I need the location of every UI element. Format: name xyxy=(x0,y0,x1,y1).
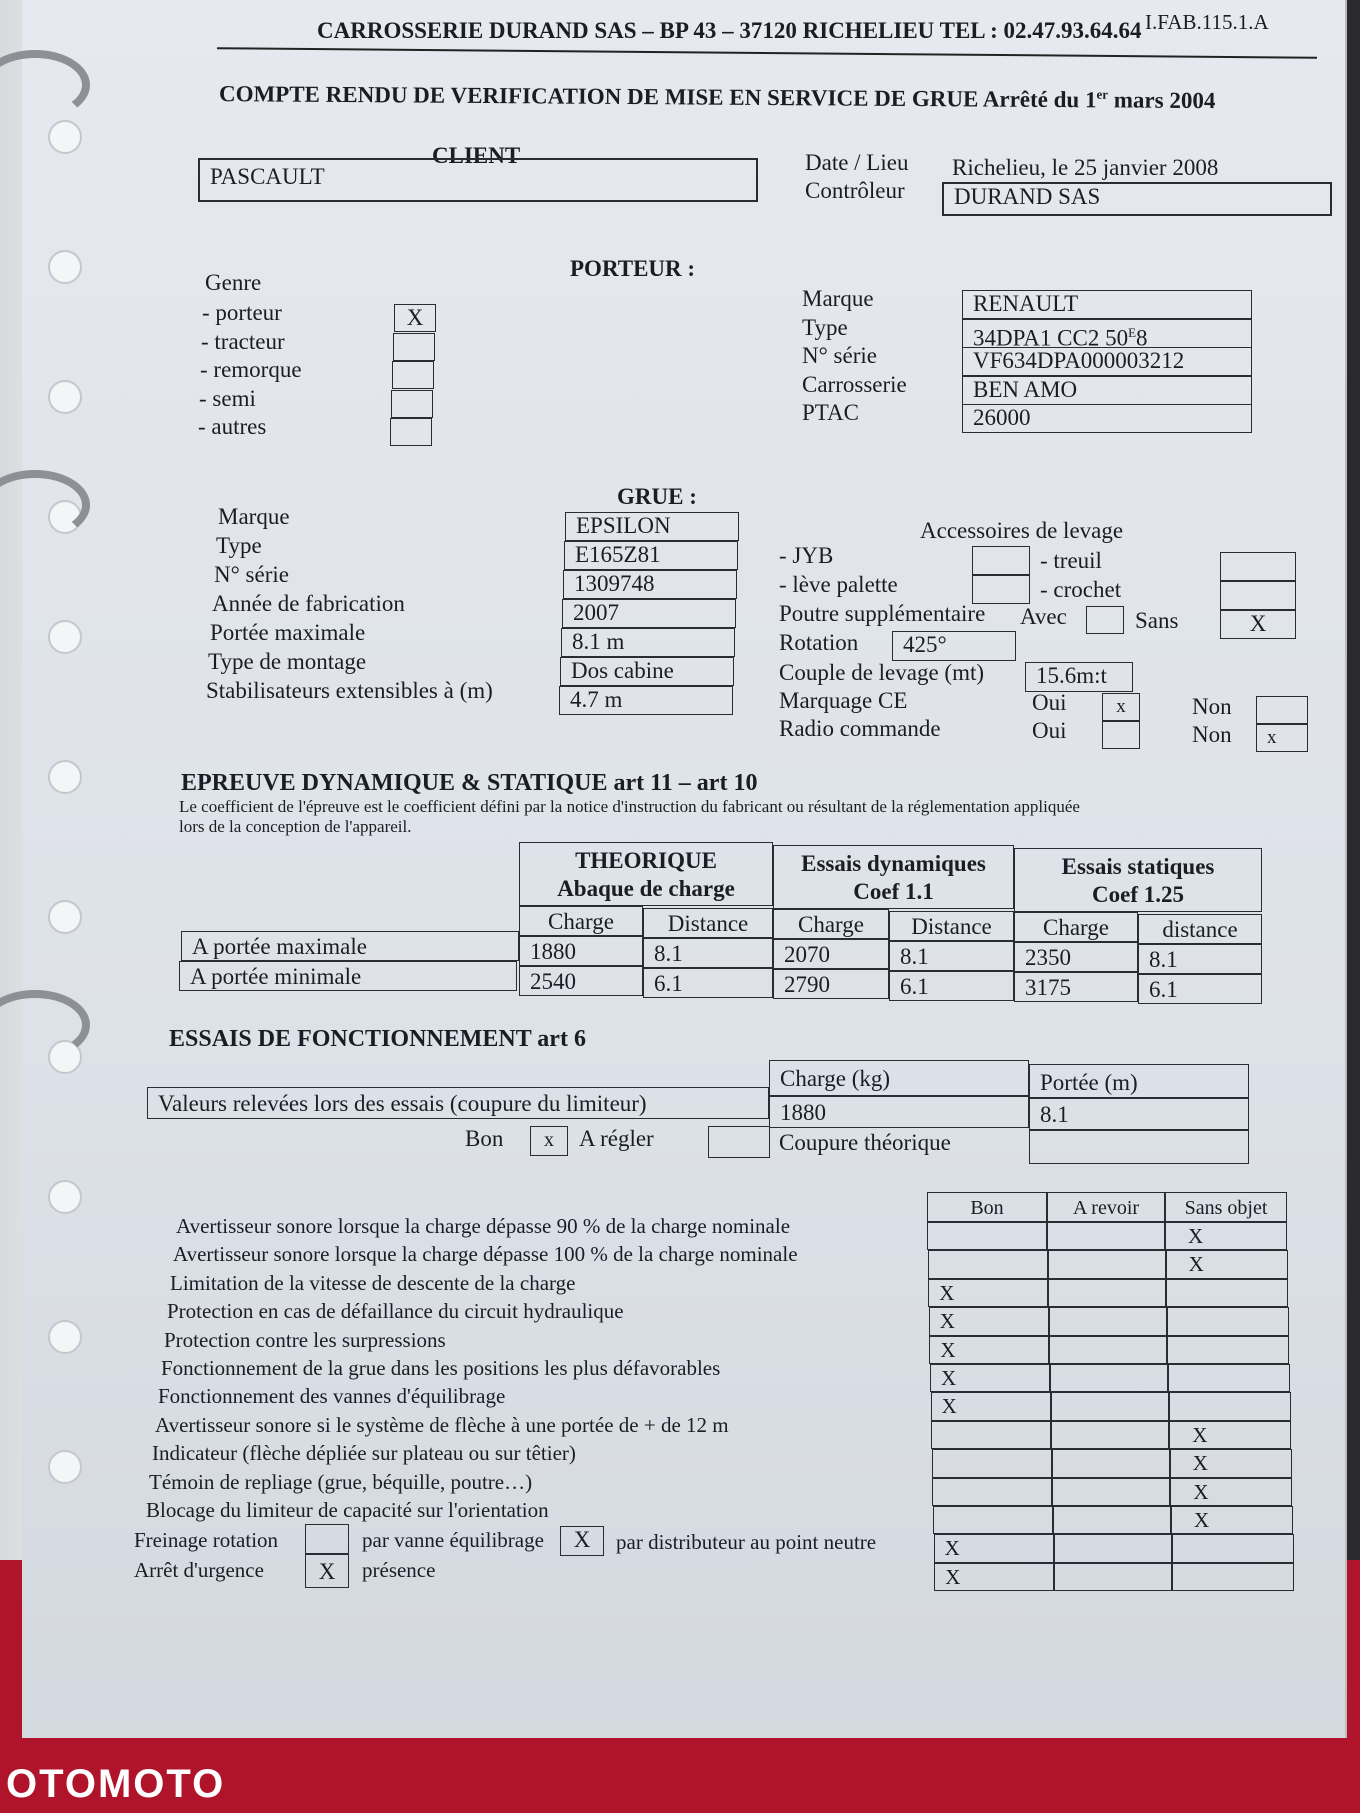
binder-hole xyxy=(48,620,82,654)
rotation-field: 425° xyxy=(892,631,1016,661)
grue-1-label: Type xyxy=(216,533,262,558)
charge-kg-value: 1880 xyxy=(769,1096,1029,1128)
checklist-checkbox[interactable] xyxy=(933,1506,1053,1534)
group-header-line: Essais statiques xyxy=(1061,854,1215,879)
epreuve-group-header xyxy=(1014,848,1262,912)
company-header: CARROSSERIE DURAND SAS – BP 43 – 37120 RICHELIEU TEL : 02.47.93.64.64 xyxy=(317,18,1142,43)
form-reference: I.FAB.115.1.A xyxy=(1145,10,1269,34)
porteur-4-label: PTAC xyxy=(802,400,859,425)
presence-label: présence xyxy=(362,1558,436,1582)
porteur-0-label: Marque xyxy=(802,286,874,311)
checklist-item-label: Protection en cas de défaillance du circuit hydraulique xyxy=(167,1299,624,1324)
treuil-label: - treuil xyxy=(1040,548,1102,573)
ce-label: Marquage CE xyxy=(779,688,908,713)
epreuve-group-header xyxy=(519,842,773,906)
checklist-checkbox[interactable]: X xyxy=(928,1279,1048,1307)
crochet-checkbox[interactable] xyxy=(1220,581,1296,610)
crochet-label: - crochet xyxy=(1040,577,1122,602)
checklist-checkbox[interactable]: X xyxy=(934,1563,1054,1591)
otomoto-watermark: OTOMOTO xyxy=(6,1762,226,1806)
checklist-checkbox[interactable] xyxy=(1168,1364,1290,1392)
leve-palette-label: - lève palette xyxy=(779,572,898,597)
group-header-line: Essais dynamiques xyxy=(801,851,986,876)
checklist-checkbox[interactable] xyxy=(1167,1307,1289,1335)
binder-hole xyxy=(48,760,82,794)
field-text: RENAULT xyxy=(973,291,1079,316)
group-header-line: Abaque de charge xyxy=(557,876,735,901)
checklist-checkbox[interactable]: X xyxy=(1169,1421,1291,1449)
checklist-checkbox[interactable] xyxy=(1172,1534,1294,1562)
rotation-label: Rotation xyxy=(779,630,859,655)
client-field: PASCAULT xyxy=(198,158,758,202)
checklist-checkbox[interactable] xyxy=(927,1222,1047,1250)
grue-field-value: E165Z81 xyxy=(564,541,738,570)
checklist-item-label: Témoin de repliage (grue, béquille, poutre…) xyxy=(149,1469,533,1494)
checklist-checkbox[interactable]: X xyxy=(930,1364,1050,1392)
jyb-checkbox[interactable] xyxy=(972,546,1030,575)
poutre-sans-label: Sans xyxy=(1135,608,1179,633)
radio-non-label: Non xyxy=(1192,722,1232,747)
document-title xyxy=(219,81,1216,115)
checklist-checkbox[interactable] xyxy=(928,1250,1048,1278)
arret-label: Arrêt d'urgence xyxy=(134,1558,264,1582)
radio-oui-checkbox[interactable] xyxy=(1102,721,1140,749)
checklist-item-label: Indicateur (flèche dépliée sur plateau ou sur têtier) xyxy=(152,1441,576,1466)
type-suffix: 8 xyxy=(1136,325,1148,348)
grue-6-label: Stabilisateurs extensibles à (m) xyxy=(206,678,493,703)
poutre-avec-label: Avec xyxy=(1020,604,1067,629)
checklist-checkbox[interactable] xyxy=(1050,1364,1168,1392)
epreuve-cell: 8.1 xyxy=(643,938,773,968)
genre-option-label: - tracteur xyxy=(201,328,285,354)
ce-non-checkbox[interactable] xyxy=(1256,696,1308,724)
epreuve-cell: 2790 xyxy=(773,969,889,999)
checklist-checkbox[interactable] xyxy=(1052,1478,1170,1506)
checklist-checkbox[interactable] xyxy=(1051,1421,1169,1449)
porteur-3-label: Carrosserie xyxy=(802,371,907,397)
checklist-checkbox[interactable] xyxy=(1054,1563,1172,1591)
distributeur-label: par distributeur au point neutre xyxy=(616,1530,877,1554)
checklist-checkbox[interactable]: X xyxy=(1170,1449,1292,1477)
checklist-checkbox[interactable] xyxy=(1166,1279,1288,1307)
epreuve-group-header xyxy=(773,845,1014,909)
binder-hole xyxy=(48,380,82,414)
poutre-sans-checkbox[interactable]: X xyxy=(1220,610,1296,639)
header-divider xyxy=(217,47,1317,59)
checklist-checkbox[interactable]: X xyxy=(1170,1478,1292,1506)
epreuve-cell: 3175 xyxy=(1014,972,1138,1002)
epreuve-cell: 6.1 xyxy=(643,968,773,998)
genre-option-label: - remorque xyxy=(200,357,302,382)
checklist-checkbox[interactable]: X xyxy=(934,1534,1054,1562)
radio-oui-label: Oui xyxy=(1032,718,1067,743)
binder-hole xyxy=(48,120,82,154)
checklist-checkbox[interactable] xyxy=(1172,1563,1294,1591)
checklist-checkbox[interactable] xyxy=(932,1478,1052,1506)
genre-option-label: - autres xyxy=(198,414,267,439)
binder-hole xyxy=(48,1320,82,1354)
couple-field: 15.6m:t xyxy=(1025,662,1133,692)
checklist-checkbox[interactable]: X xyxy=(1166,1250,1288,1278)
bon-label: Bon xyxy=(465,1126,504,1151)
porteur-1-label: Type xyxy=(802,314,848,340)
field-text: BEN AMO xyxy=(973,376,1078,402)
checklist-checkbox[interactable] xyxy=(1048,1250,1166,1278)
leve-palette-checkbox[interactable] xyxy=(972,575,1030,604)
field-text: 34DPA1 CC2 50 xyxy=(973,325,1129,348)
porteur-title: PORTEUR : xyxy=(570,256,696,281)
epreuve-subheader: Distance xyxy=(889,911,1014,941)
date-label: Date / Lieu xyxy=(805,150,909,175)
epreuve-note-2: lors de la conception de l'appareil. xyxy=(179,817,412,836)
charge-kg-header: Charge (kg) xyxy=(769,1060,1029,1096)
document-page xyxy=(22,0,1347,1738)
type-sup: E xyxy=(1128,324,1137,340)
couple-label: Couple de levage (mt) xyxy=(779,660,985,685)
checklist-checkbox[interactable]: X xyxy=(1165,1222,1287,1250)
genre-checkbox[interactable] xyxy=(391,390,433,418)
title-text: COMPTE RENDU DE VERIFICATION DE MISE EN SERVICE DE GRUE xyxy=(218,81,979,112)
checklist-header: Sans objet xyxy=(1165,1192,1287,1222)
epreuve-subheader: distance xyxy=(1138,914,1262,944)
grue-4-label: Portée maximale xyxy=(210,620,366,645)
freinage-checkbox[interactable] xyxy=(305,1524,349,1554)
grue-field-value: 4.7 m xyxy=(559,686,733,715)
ce-oui-checkbox[interactable]: x xyxy=(1102,693,1140,721)
grue-field-value: EPSILON xyxy=(565,512,739,541)
epreuve-row-label: A portée minimale xyxy=(179,961,517,991)
checklist-checkbox[interactable] xyxy=(1051,1392,1169,1420)
checklist-checkbox[interactable] xyxy=(1048,1279,1166,1307)
checklist-item-label: Avertisseur sonore lorsque la charge dépasse 90 % de la charge nominale xyxy=(176,1214,791,1238)
genre-checkbox[interactable] xyxy=(392,361,434,389)
checklist-checkbox[interactable] xyxy=(1047,1222,1165,1250)
ce-non-label: Non xyxy=(1192,694,1232,719)
grue-field-value: Dos cabine xyxy=(560,657,734,686)
treuil-checkbox[interactable] xyxy=(1220,552,1296,581)
porteur-field-value xyxy=(962,347,1252,376)
genre-option-label: - porteur xyxy=(202,300,282,325)
jyb-label: - JYB xyxy=(779,543,834,568)
epreuve-cell: 8.1 xyxy=(1138,944,1262,974)
radio-non-checkbox[interactable]: x xyxy=(1256,724,1308,752)
porteur-field-value xyxy=(962,319,1252,348)
checklist-checkbox[interactable]: X xyxy=(1171,1506,1293,1534)
epreuve-cell: 6.1 xyxy=(1138,974,1262,1004)
epreuve-subheader: Charge xyxy=(519,906,643,936)
a-regler-checkbox[interactable] xyxy=(708,1126,770,1158)
checklist-checkbox[interactable] xyxy=(1049,1336,1167,1364)
a-regler-label: A régler xyxy=(579,1126,654,1151)
porteur-field-value xyxy=(962,404,1252,433)
accessoires-title: Accessoires de levage xyxy=(920,518,1124,543)
porteur-2-label: N° série xyxy=(802,343,877,368)
porteur-field-value xyxy=(962,290,1252,319)
checklist-checkbox[interactable] xyxy=(1052,1449,1170,1477)
epreuve-subheader: Distance xyxy=(643,908,773,938)
checklist-item-label: Limitation de la vitesse de descente de la charge xyxy=(170,1270,576,1295)
grue-5-label: Type de montage xyxy=(208,649,367,674)
valeurs-label: Valeurs relevées lors des essais (coupure du limiteur) xyxy=(147,1087,769,1119)
date-value: Richelieu, le 25 janvier 2008 xyxy=(952,155,1219,180)
genre-label: Genre xyxy=(205,270,262,295)
grue-field-value: 1309748 xyxy=(563,570,737,599)
grue-0-label: Marque xyxy=(218,504,290,529)
epreuve-note-1: Le coefficient de l'épreuve est le coefficient défini par la notice d'instruction du fabricant ou résultant de la réglementation appliquée xyxy=(179,797,1080,816)
checklist-item-label: Avertisseur sonore lorsque la charge dépasse 100 % de la charge nominale xyxy=(173,1242,798,1267)
controleur-field: DURAND SAS xyxy=(942,182,1332,216)
binder-hole xyxy=(48,1450,82,1484)
checklist-checkbox[interactable]: X xyxy=(931,1392,1051,1420)
poutre-avec-checkbox[interactable] xyxy=(1086,606,1124,634)
checklist-checkbox[interactable] xyxy=(1054,1534,1172,1562)
grue-3-label: Année de fabrication xyxy=(212,591,405,616)
binder-hole xyxy=(48,250,82,284)
epreuve-cell: 2070 xyxy=(773,939,889,969)
portee-m-value: 8.1 xyxy=(1029,1098,1249,1130)
controleur-label: Contrôleur xyxy=(805,178,905,203)
checklist-item-label: Fonctionnement des vannes d'équilibrage xyxy=(158,1384,506,1409)
group-header-line: Coef 1.25 xyxy=(1092,882,1184,907)
checklist-checkbox[interactable] xyxy=(1049,1307,1167,1335)
epreuve-cell: 2350 xyxy=(1014,942,1138,972)
checklist-checkbox[interactable] xyxy=(1167,1336,1289,1364)
field-text: VF634DPA000003212 xyxy=(973,348,1185,373)
ce-oui-label: Oui xyxy=(1032,690,1067,715)
freinage-label: Freinage rotation xyxy=(134,1528,279,1552)
checklist-checkbox[interactable] xyxy=(1053,1506,1171,1534)
group-header-line: Coef 1.1 xyxy=(853,879,934,904)
checklist-item-label: Fonctionnement de la grue dans les positions les plus défavorables xyxy=(161,1356,721,1380)
genre-checkbox[interactable]: X xyxy=(394,304,436,332)
coupure-label: Coupure théorique xyxy=(779,1130,951,1155)
epreuve-cell: 6.1 xyxy=(889,971,1014,1001)
checklist-checkbox[interactable]: X xyxy=(929,1336,1049,1364)
checklist-item-label: Protection contre les surpressions xyxy=(164,1327,446,1352)
grue-field-value: 2007 xyxy=(562,599,736,628)
coupure-value xyxy=(1029,1130,1249,1164)
grue-2-label: N° série xyxy=(214,562,289,587)
portee-m-header: Portée (m) xyxy=(1029,1064,1249,1098)
field-text: 26000 xyxy=(973,405,1031,430)
title-sup: er xyxy=(1096,86,1109,102)
grue-field-value: 8.1 m xyxy=(561,628,735,657)
epreuve-row-label: A portée maximale xyxy=(181,931,519,961)
poutre-label: Poutre supplémentaire xyxy=(779,601,986,626)
genre-checkbox[interactable] xyxy=(393,333,435,361)
radio-label: Radio commande xyxy=(779,716,941,741)
client-label: CLIENT xyxy=(432,143,521,168)
binder-hole xyxy=(48,900,82,934)
group-header-line: THEORIQUE xyxy=(575,848,717,873)
genre-checkbox[interactable] xyxy=(390,418,432,446)
porteur-field-value xyxy=(962,376,1252,405)
checklist-checkbox[interactable] xyxy=(931,1421,1051,1449)
checklist-checkbox[interactable] xyxy=(932,1449,1052,1477)
title-decree: Arrêté du 1 xyxy=(982,86,1097,113)
arret-checkbox[interactable]: X xyxy=(305,1554,349,1588)
bon-checkbox[interactable]: x xyxy=(530,1126,568,1156)
epreuve-subheader: Charge xyxy=(773,909,889,939)
checklist-item-label: Blocage du limiteur de capacité sur l'orientation xyxy=(146,1498,549,1522)
checklist-checkbox[interactable] xyxy=(1169,1392,1291,1420)
epreuve-cell: 1880 xyxy=(519,936,643,966)
checklist-header: A revoir xyxy=(1047,1192,1165,1222)
genre-option-label: - semi xyxy=(199,385,256,411)
checklist-header: Bon xyxy=(927,1192,1047,1222)
vanne-label: par vanne équilibrage xyxy=(362,1528,544,1552)
checklist-item-label: Avertisseur sonore si le système de flèche à une portée de + de 12 m xyxy=(155,1412,729,1437)
binder-hole xyxy=(48,1180,82,1214)
epreuve-subheader: Charge xyxy=(1014,912,1138,942)
vanne-checkbox[interactable]: X xyxy=(560,1526,604,1556)
checklist-checkbox[interactable]: X xyxy=(929,1307,1049,1335)
grue-title: GRUE : xyxy=(617,484,697,509)
epreuve-cell: 8.1 xyxy=(889,941,1014,971)
epreuve-title: EPREUVE DYNAMIQUE & STATIQUE art 11 – art 10 xyxy=(181,770,758,796)
epreuve-cell: 2540 xyxy=(519,966,643,996)
essais-title: ESSAIS DE FONCTIONNEMENT art 6 xyxy=(169,1026,586,1052)
title-end: mars 2004 xyxy=(1107,87,1216,114)
